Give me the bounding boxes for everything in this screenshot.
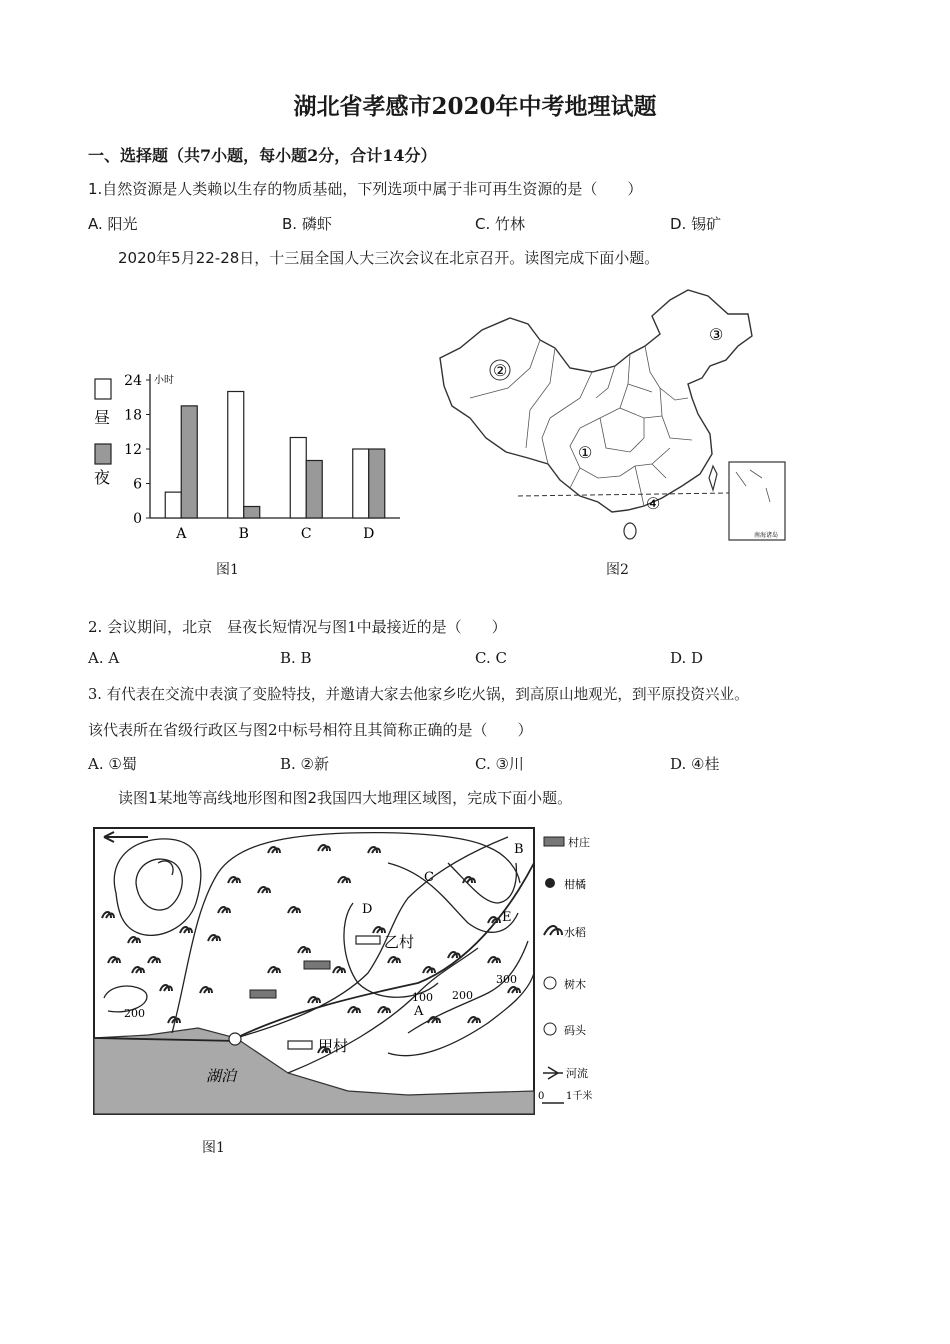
- q1-option-d: D. 锡矿: [670, 215, 722, 233]
- x-tick-label: B: [238, 526, 249, 542]
- village-marker-b: [250, 990, 276, 998]
- question-1: 1.自然资源是人类赖以生存的物质基础，下列选项中属于非可再生资源的是（ ）: [88, 180, 643, 198]
- inset-label: 南海诸岛: [754, 532, 779, 539]
- village-jia-label: 甲村: [318, 1037, 349, 1055]
- legend-tree-icon: [544, 977, 556, 989]
- topo-map: [88, 823, 618, 1123]
- intro-1: 2020年5月22-28日，十三届全国人大三次会议在北京召开。读图完成下面小题。: [118, 249, 660, 267]
- point-c: C: [424, 870, 434, 885]
- legend-day-label: 昼: [94, 408, 111, 427]
- taiwan-island: [709, 466, 717, 490]
- q1-option-a: A. 阳光: [88, 215, 138, 233]
- bar-night-b: [244, 507, 260, 519]
- china-map: [430, 288, 800, 548]
- x-tick-label: C: [300, 526, 312, 542]
- q3-option-a: A. ①蜀: [88, 755, 137, 773]
- x-tick-label: D: [363, 526, 375, 542]
- china-outline: [440, 290, 752, 512]
- contour-label-200-b: 200: [124, 1007, 145, 1020]
- legend-day-swatch: [95, 379, 111, 399]
- legend-dock-icon: [544, 1023, 556, 1035]
- day-night-chart: [88, 365, 418, 545]
- q2-option-c: C. C: [475, 649, 507, 667]
- intro-2: 读图1某地等高线地形图和图2我国四大地理区域图，完成下面小题。: [118, 789, 573, 807]
- village-marker-a: [304, 961, 330, 969]
- y-tick-label: 18: [124, 407, 142, 424]
- x-tick-label: A: [176, 526, 187, 542]
- fig2-caption: 图2: [606, 562, 629, 578]
- bar-night-a: [181, 406, 197, 518]
- q3-option-c: C. ③川: [475, 755, 524, 773]
- bar-night-c: [306, 461, 322, 519]
- question-3: 3. 有代表在交流中表演了变脸特技，并邀请大家去他家乡吃火锅，到高原山地观光，到平原投资兴业。: [88, 686, 749, 703]
- question-2: 2. 会议期间，北京 昼夜长短情况与图1中最接近的是（ ）: [88, 618, 507, 636]
- point-b: B: [514, 842, 524, 857]
- bar-day-c: [290, 438, 306, 519]
- y-unit-label: 小时: [154, 375, 174, 386]
- legend-night-swatch: [95, 444, 111, 464]
- bar-day-b: [228, 392, 244, 519]
- contour-label-100: 100: [412, 991, 433, 1004]
- fig1-caption: 图1: [216, 562, 239, 578]
- legend-tree: 树木: [564, 978, 586, 991]
- legend-orange-icon: [545, 878, 555, 888]
- q3-option-b: B. ②新: [280, 755, 330, 773]
- point-d: D: [362, 902, 373, 917]
- scale-zero: 0: [538, 1091, 545, 1102]
- q1-option-c: C. 竹林: [475, 215, 526, 233]
- question-3-line2: 该代表所在省级行政区与图2中标号相符且其简称正确的是（ ）: [88, 721, 533, 739]
- point-a: A: [414, 1004, 424, 1019]
- legend-village-swatch: [544, 837, 564, 846]
- q2-option-d: D. D: [670, 649, 704, 667]
- bar-day-a: [165, 492, 181, 518]
- y-tick-label: 0: [133, 511, 142, 527]
- page-title: 湖北省孝感市2020年中考地理试题: [293, 93, 657, 120]
- legend-night-label: 夜: [94, 468, 111, 487]
- q2-option-b: B. B: [280, 649, 312, 667]
- bar-night-d: [369, 449, 385, 518]
- legend-orange: 柑橘: [564, 878, 586, 891]
- village-yi-marker: [356, 936, 380, 944]
- section-heading: 一、选择题（共7小题，每小题2分，合计14分）: [88, 146, 437, 165]
- contour-label-200-a: 200: [452, 989, 473, 1002]
- bar-day-d: [353, 449, 369, 518]
- legend-river: 河流: [566, 1067, 588, 1080]
- point-e: E: [502, 910, 512, 925]
- map-label-1: ①: [578, 443, 593, 462]
- hainan-island: [624, 523, 636, 539]
- legend-village: 村庄: [568, 836, 590, 849]
- map-label-3: ③: [709, 325, 724, 344]
- legend-rice-icon: [544, 926, 562, 935]
- village-yi-label: 乙村: [384, 933, 415, 951]
- q3-option-d: D. ④桂: [670, 755, 720, 773]
- y-tick-label: 24: [124, 373, 142, 389]
- map-label-2: ②: [493, 361, 508, 380]
- scale-unit: 1千米: [566, 1091, 593, 1102]
- legend-dock: 码头: [564, 1024, 586, 1037]
- tropic-line: [518, 493, 730, 496]
- map-label-4: ④: [646, 494, 661, 513]
- y-tick-label: 12: [124, 442, 142, 458]
- lake-label: 湖泊: [206, 1067, 237, 1085]
- legend-rice: 水稻: [564, 926, 586, 939]
- village-jia-marker: [288, 1041, 312, 1049]
- topo-caption: 图1: [202, 1140, 225, 1156]
- y-tick-label: 6: [133, 476, 142, 493]
- q2-option-a: A. A: [88, 649, 120, 667]
- q1-option-b: B. 磷虾: [282, 215, 332, 233]
- dock-marker: [229, 1033, 241, 1045]
- legend-river-icon: [543, 1067, 563, 1079]
- contour-label-300: 300: [496, 973, 517, 986]
